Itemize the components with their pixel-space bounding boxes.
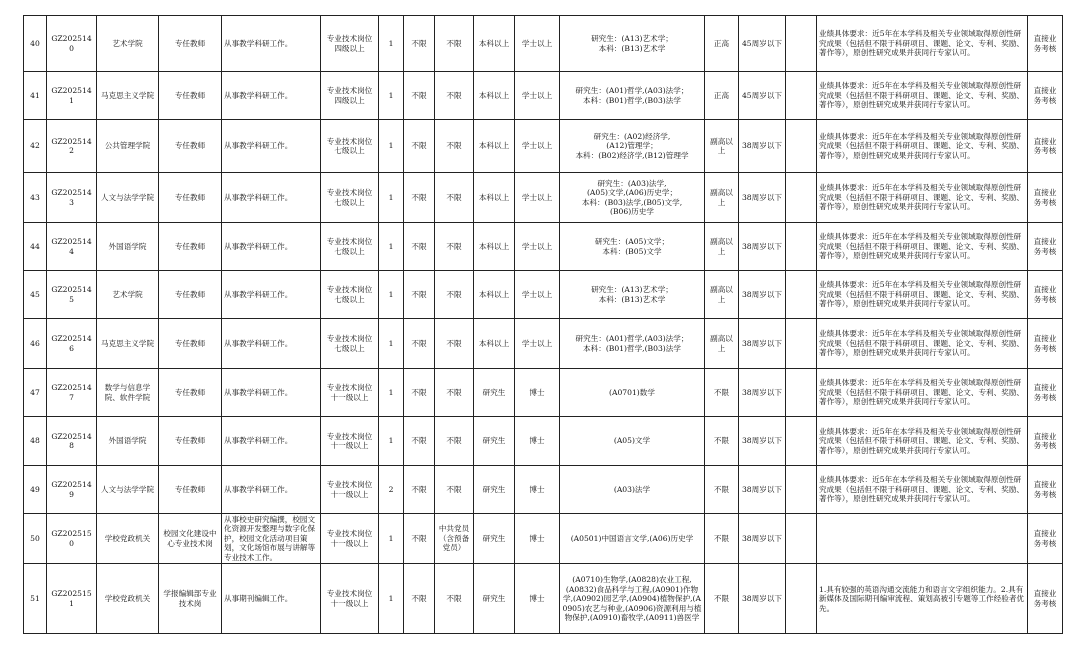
post-name-cell: 专任教师	[159, 173, 222, 223]
headcount-cell: 1	[379, 369, 404, 417]
seq-cell: 50	[24, 514, 47, 564]
experience-cell	[786, 369, 817, 417]
seq-cell: 45	[24, 271, 47, 319]
degree-cell: 博士	[515, 369, 560, 417]
exam-method-cell: 直接业务考核	[1028, 564, 1063, 634]
title-cell: 不限	[705, 514, 739, 564]
education-cell: 研究生	[474, 369, 515, 417]
table-row	[24, 319, 1063, 369]
degree-cell: 博士	[515, 564, 560, 634]
duty-cell: 从事期刊编辑工作。	[222, 564, 321, 634]
gender-cell: 不限	[404, 369, 435, 417]
table-row	[24, 564, 1063, 634]
duty-cell: 从事教学科研工作。	[222, 16, 321, 72]
exam-method-cell: 直接业务考核	[1028, 417, 1063, 466]
post-code-cell: GZ2025146	[47, 319, 97, 369]
experience-cell	[786, 120, 817, 173]
post-name-cell: 专任教师	[159, 319, 222, 369]
politics-cell: 不限	[435, 173, 474, 223]
post-name-cell: 专任教师	[159, 72, 222, 120]
table-body	[24, 16, 1063, 634]
unit-cell: 外国语学院	[97, 223, 159, 271]
other-requirements-cell	[817, 514, 1028, 564]
title-cell: 副高以上	[705, 271, 739, 319]
education-cell: 研究生	[474, 564, 515, 634]
gender-cell: 不限	[404, 223, 435, 271]
post-code-cell: GZ2025149	[47, 466, 97, 514]
major-cell: 研究生：(A02)经济学, (A12)管理学； 本科：(B02)经济学,(B12)管理学	[560, 120, 705, 173]
unit-cell: 人文与法学学院	[97, 466, 159, 514]
table-row	[24, 417, 1063, 466]
politics-cell: 不限	[435, 564, 474, 634]
degree-cell: 博士	[515, 514, 560, 564]
age-cell: 38周岁以下	[739, 319, 786, 369]
major-cell: (A03)法学	[560, 466, 705, 514]
level-cell: 专业技术岗位四级以上	[321, 72, 379, 120]
post-code-cell: GZ2025151	[47, 564, 97, 634]
exam-method-cell: 直接业务考核	[1028, 16, 1063, 72]
age-cell: 38周岁以下	[739, 120, 786, 173]
headcount-cell: 1	[379, 271, 404, 319]
exam-method-cell: 直接业务考核	[1028, 223, 1063, 271]
experience-cell	[786, 319, 817, 369]
politics-cell: 不限	[435, 120, 474, 173]
education-cell: 研究生	[474, 466, 515, 514]
level-cell: 专业技术岗位十一级以上	[321, 564, 379, 634]
unit-cell: 马克思主义学院	[97, 319, 159, 369]
education-cell: 本科以上	[474, 16, 515, 72]
other-requirements-cell: 业绩具体要求：近5年在本学科及相关专业领域取得原创性研究成果（包括但不限于科研项目、课题、论文、专利、奖励、著作等），原创性研究成果并获同行专家认可。	[817, 319, 1028, 369]
recruitment-table	[23, 15, 1063, 634]
degree-cell: 博士	[515, 417, 560, 466]
experience-cell	[786, 16, 817, 72]
headcount-cell: 1	[379, 173, 404, 223]
education-cell: 本科以上	[474, 173, 515, 223]
duty-cell: 从事教学科研工作。	[222, 417, 321, 466]
major-cell: 研究生：(A13)艺术学； 本科：(B13)艺术学	[560, 16, 705, 72]
education-cell: 研究生	[474, 417, 515, 466]
headcount-cell: 1	[379, 564, 404, 634]
seq-cell: 42	[24, 120, 47, 173]
table-row	[24, 369, 1063, 417]
age-cell: 38周岁以下	[739, 466, 786, 514]
education-cell: 本科以上	[474, 120, 515, 173]
gender-cell: 不限	[404, 120, 435, 173]
duty-cell: 从事教学科研工作。	[222, 223, 321, 271]
exam-method-cell: 直接业务考核	[1028, 466, 1063, 514]
table-row	[24, 466, 1063, 514]
exam-method-cell: 直接业务考核	[1028, 514, 1063, 564]
level-cell: 专业技术岗位七级以上	[321, 319, 379, 369]
age-cell: 38周岁以下	[739, 417, 786, 466]
unit-cell: 外国语学院	[97, 417, 159, 466]
seq-cell: 41	[24, 72, 47, 120]
politics-cell: 不限	[435, 271, 474, 319]
unit-cell: 艺术学院	[97, 271, 159, 319]
headcount-cell: 1	[379, 16, 404, 72]
other-requirements-cell: 业绩具体要求：近5年在本学科及相关专业领域取得原创性研究成果（包括但不限于科研项目、课题、论文、专利、奖励、著作等），原创性研究成果并获同行专家认可。	[817, 173, 1028, 223]
experience-cell	[786, 223, 817, 271]
post-name-cell: 专任教师	[159, 417, 222, 466]
exam-method-cell: 直接业务考核	[1028, 173, 1063, 223]
experience-cell	[786, 173, 817, 223]
gender-cell: 不限	[404, 173, 435, 223]
degree-cell: 学士以上	[515, 16, 560, 72]
gender-cell: 不限	[404, 564, 435, 634]
unit-cell: 数学与信息学院、软件学院	[97, 369, 159, 417]
major-cell: 研究生：(A05)文学； 本科：(B05)文学	[560, 223, 705, 271]
degree-cell: 学士以上	[515, 120, 560, 173]
seq-cell: 40	[24, 16, 47, 72]
exam-method-cell: 直接业务考核	[1028, 319, 1063, 369]
post-code-cell: GZ2025141	[47, 72, 97, 120]
exam-method-cell: 直接业务考核	[1028, 369, 1063, 417]
unit-cell: 马克思主义学院	[97, 72, 159, 120]
politics-cell: 不限	[435, 417, 474, 466]
duty-cell: 从事教学科研工作。	[222, 369, 321, 417]
age-cell: 45周岁以下	[739, 16, 786, 72]
other-requirements-cell: 业绩具体要求：近5年在本学科及相关专业领域取得原创性研究成果（包括但不限于科研项目、课题、论文、专利、奖励、著作等），原创性研究成果并获同行专家认可。	[817, 120, 1028, 173]
other-requirements-cell: 业绩具体要求：近5年在本学科及相关专业领域取得原创性研究成果（包括但不限于科研项目、课题、论文、专利、奖励、著作等），原创性研究成果并获同行专家认可。	[817, 271, 1028, 319]
exam-method-cell: 直接业务考核	[1028, 120, 1063, 173]
experience-cell	[786, 514, 817, 564]
post-name-cell: 学报编辑部专业技术岗	[159, 564, 222, 634]
table-row	[24, 173, 1063, 223]
headcount-cell: 1	[379, 223, 404, 271]
post-name-cell: 校园文化建设中心专业技术岗	[159, 514, 222, 564]
title-cell: 副高以上	[705, 173, 739, 223]
table-row	[24, 16, 1063, 72]
major-cell: (A0710)生物学,(A0828)农业工程, (A0832)食品科学与工程,(A0901)作物学,(A0902)园艺学,(A0904)植物保护,(A0905)农艺与种业,(A0906)资源利用与植物保护,(A0910)畜牧学,(A0911)兽医学	[560, 564, 705, 634]
post-name-cell: 专任教师	[159, 466, 222, 514]
post-code-cell: GZ2025145	[47, 271, 97, 319]
seq-cell: 46	[24, 319, 47, 369]
gender-cell: 不限	[404, 16, 435, 72]
age-cell: 38周岁以下	[739, 564, 786, 634]
education-cell: 本科以上	[474, 319, 515, 369]
seq-cell: 44	[24, 223, 47, 271]
experience-cell	[786, 271, 817, 319]
post-code-cell: GZ2025140	[47, 16, 97, 72]
education-cell: 本科以上	[474, 271, 515, 319]
table-row	[24, 271, 1063, 319]
politics-cell: 不限	[435, 369, 474, 417]
seq-cell: 47	[24, 369, 47, 417]
unit-cell: 公共管理学院	[97, 120, 159, 173]
headcount-cell: 2	[379, 466, 404, 514]
major-cell: (A0701)数学	[560, 369, 705, 417]
post-name-cell: 专任教师	[159, 16, 222, 72]
level-cell: 专业技术岗位十一级以上	[321, 514, 379, 564]
duty-cell: 从事校史研究编撰，校园文化资源开发整理与数字化保护，校园文化活动项目策划，文化场馆布展与讲解等专业技术工作。	[222, 514, 321, 564]
exam-method-cell: 直接业务考核	[1028, 72, 1063, 120]
headcount-cell: 1	[379, 319, 404, 369]
seq-cell: 51	[24, 564, 47, 634]
gender-cell: 不限	[404, 466, 435, 514]
post-code-cell: GZ2025142	[47, 120, 97, 173]
title-cell: 副高以上	[705, 319, 739, 369]
gender-cell: 不限	[404, 514, 435, 564]
level-cell: 专业技术岗位七级以上	[321, 223, 379, 271]
level-cell: 专业技术岗位十一级以上	[321, 417, 379, 466]
politics-cell: 不限	[435, 466, 474, 514]
experience-cell	[786, 466, 817, 514]
table-row	[24, 223, 1063, 271]
post-code-cell: GZ2025143	[47, 173, 97, 223]
age-cell: 38周岁以下	[739, 223, 786, 271]
title-cell: 副高以上	[705, 120, 739, 173]
degree-cell: 博士	[515, 466, 560, 514]
duty-cell: 从事教学科研工作。	[222, 466, 321, 514]
level-cell: 专业技术岗位十一级以上	[321, 369, 379, 417]
title-cell: 不限	[705, 369, 739, 417]
education-cell: 本科以上	[474, 223, 515, 271]
title-cell: 不限	[705, 466, 739, 514]
post-code-cell: GZ2025148	[47, 417, 97, 466]
level-cell: 专业技术岗位十一级以上	[321, 466, 379, 514]
gender-cell: 不限	[404, 271, 435, 319]
title-cell: 副高以上	[705, 223, 739, 271]
degree-cell: 学士以上	[515, 271, 560, 319]
level-cell: 专业技术岗位四级以上	[321, 16, 379, 72]
other-requirements-cell: 业绩具体要求：近5年在本学科及相关专业领域取得原创性研究成果（包括但不限于科研项目、课题、论文、专利、奖励、著作等），原创性研究成果并获同行专家认可。	[817, 16, 1028, 72]
politics-cell: 不限	[435, 16, 474, 72]
politics-cell: 不限	[435, 223, 474, 271]
unit-cell: 人文与法学学院	[97, 173, 159, 223]
other-requirements-cell: 业绩具体要求：近5年在本学科及相关专业领域取得原创性研究成果（包括但不限于科研项目、课题、论文、专利、奖励、著作等），原创性研究成果并获同行专家认可。	[817, 223, 1028, 271]
experience-cell	[786, 417, 817, 466]
post-code-cell: GZ2025150	[47, 514, 97, 564]
education-cell: 本科以上	[474, 72, 515, 120]
age-cell: 38周岁以下	[739, 514, 786, 564]
experience-cell	[786, 72, 817, 120]
politics-cell: 中共党员（含预备党员）	[435, 514, 474, 564]
politics-cell: 不限	[435, 72, 474, 120]
education-cell: 研究生	[474, 514, 515, 564]
gender-cell: 不限	[404, 319, 435, 369]
duty-cell: 从事教学科研工作。	[222, 271, 321, 319]
other-requirements-cell: 业绩具体要求：近5年在本学科及相关专业领域取得原创性研究成果（包括但不限于科研项目、课题、论文、专利、奖励、著作等），原创性研究成果并获同行专家认可。	[817, 417, 1028, 466]
gender-cell: 不限	[404, 72, 435, 120]
degree-cell: 学士以上	[515, 72, 560, 120]
experience-cell	[786, 564, 817, 634]
gender-cell: 不限	[404, 417, 435, 466]
seq-cell: 49	[24, 466, 47, 514]
post-name-cell: 专任教师	[159, 223, 222, 271]
major-cell: (A05)文学	[560, 417, 705, 466]
headcount-cell: 1	[379, 120, 404, 173]
major-cell: (A0501)中国语言文学,(A06)历史学	[560, 514, 705, 564]
duty-cell: 从事教学科研工作。	[222, 319, 321, 369]
seq-cell: 43	[24, 173, 47, 223]
level-cell: 专业技术岗位七级以上	[321, 271, 379, 319]
major-cell: 研究生：(A13)艺术学； 本科：(B13)艺术学	[560, 271, 705, 319]
headcount-cell: 1	[379, 514, 404, 564]
table-row	[24, 120, 1063, 173]
post-name-cell: 专任教师	[159, 271, 222, 319]
table-row	[24, 72, 1063, 120]
degree-cell: 学士以上	[515, 223, 560, 271]
title-cell: 不限	[705, 564, 739, 634]
headcount-cell: 1	[379, 417, 404, 466]
age-cell: 38周岁以下	[739, 173, 786, 223]
duty-cell: 从事教学科研工作。	[222, 72, 321, 120]
major-cell: 研究生：(A01)哲学,(A03)法学； 本科：(B01)哲学,(B03)法学	[560, 319, 705, 369]
duty-cell: 从事教学科研工作。	[222, 120, 321, 173]
major-cell: 研究生：(A01)哲学,(A03)法学； 本科：(B01)哲学,(B03)法学	[560, 72, 705, 120]
post-code-cell: GZ2025144	[47, 223, 97, 271]
title-cell: 不限	[705, 417, 739, 466]
unit-cell: 艺术学院	[97, 16, 159, 72]
other-requirements-cell: 1.具有较强的英语沟通交流能力和语言文字组织能力。2.具有新媒体及国际期刊编审流程、策划高被引专题等工作经验者优先。	[817, 564, 1028, 634]
table-row	[24, 514, 1063, 564]
other-requirements-cell: 业绩具体要求：近5年在本学科及相关专业领域取得原创性研究成果（包括但不限于科研项目、课题、论文、专利、奖励、著作等），原创性研究成果并获同行专家认可。	[817, 466, 1028, 514]
major-cell: 研究生：(A03)法学, (A05)文学,(A06)历史学； 本科：(B03)法学,(B05)文学, (B06)历史学	[560, 173, 705, 223]
degree-cell: 学士以上	[515, 173, 560, 223]
unit-cell: 学校党政机关	[97, 514, 159, 564]
politics-cell: 不限	[435, 319, 474, 369]
age-cell: 38周岁以下	[739, 271, 786, 319]
level-cell: 专业技术岗位七级以上	[321, 173, 379, 223]
post-name-cell: 专任教师	[159, 369, 222, 417]
unit-cell: 学校党政机关	[97, 564, 159, 634]
age-cell: 45周岁以下	[739, 72, 786, 120]
degree-cell: 学士以上	[515, 319, 560, 369]
title-cell: 正高	[705, 72, 739, 120]
age-cell: 38周岁以下	[739, 369, 786, 417]
title-cell: 正高	[705, 16, 739, 72]
post-name-cell: 专任教师	[159, 120, 222, 173]
duty-cell: 从事教学科研工作。	[222, 173, 321, 223]
other-requirements-cell: 业绩具体要求：近5年在本学科及相关专业领域取得原创性研究成果（包括但不限于科研项目、课题、论文、专利、奖励、著作等），原创性研究成果并获同行专家认可。	[817, 369, 1028, 417]
headcount-cell: 1	[379, 72, 404, 120]
seq-cell: 48	[24, 417, 47, 466]
other-requirements-cell: 业绩具体要求：近5年在本学科及相关专业领域取得原创性研究成果（包括但不限于科研项目、课题、论文、专利、奖励、著作等），原创性研究成果并获同行专家认可。	[817, 72, 1028, 120]
exam-method-cell: 直接业务考核	[1028, 271, 1063, 319]
level-cell: 专业技术岗位七级以上	[321, 120, 379, 173]
post-code-cell: GZ2025147	[47, 369, 97, 417]
